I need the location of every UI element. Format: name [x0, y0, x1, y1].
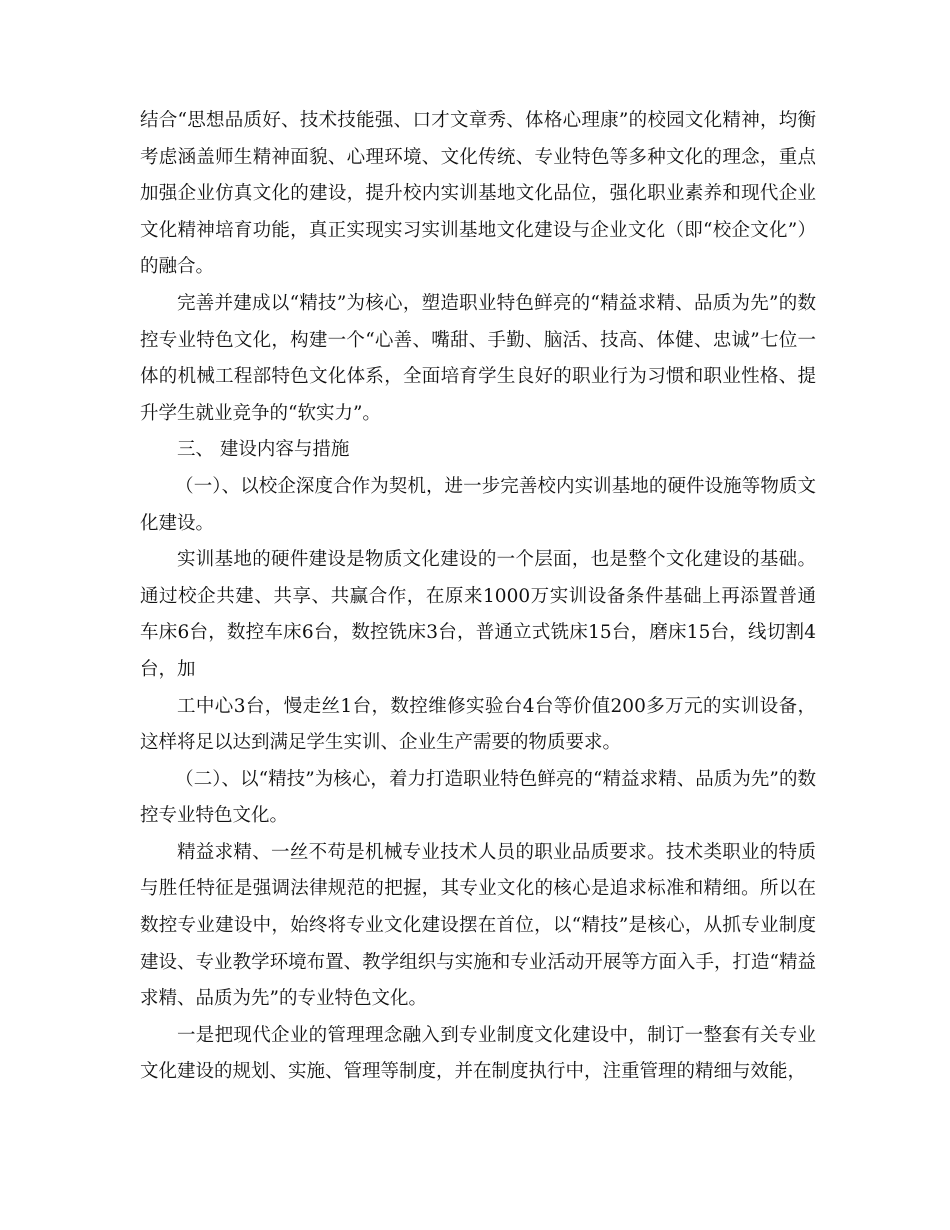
section-heading-content-measures: 三、 建设内容与措施: [177, 439, 350, 461]
paragraph-hardware-construction: 实训基地的硬件建设是物质文化建设的一个层面，也是整个文化建设的基础。通过校企共建、共享、共赢合作，在原来1000万实训设备条件基础上再添置普通车床6台，数控车床6台，数控铣床3台，普通立式铣床15台，磨床15台，线切割4台，加: [140, 549, 816, 680]
paragraph-precision-quality: 精益求精、一丝不苟是机械专业技术人员的职业品质要求。技术类职业的特质与胜任特征是强调法律规范的把握，其专业文化的核心是追求标准和精细。所以在数控专业建设中，始终将专业文化建设摆在首位，以“精技”是核心，从抓专业制度建设、专业教学环境布置、教学组织与实施和专业活动开展等方面入手，打造“精益求精、品质为先”的专业特色文化。: [140, 841, 816, 1010]
paragraph-specialty-culture: 完善并建成以“精技”为核心，塑造职业特色鲜亮的“精益求精、品质为先”的数控专业特色文化，构建一个“心善、嘴甜、手勤、脑活、技高、体健、忠诚”七位一体的机械工程部特色文化体系，全面培育学生良好的职业行为习惯和职业性格、提升学生就业竞争的“软实力”。: [140, 292, 816, 424]
subsection-heading-2: （二）、以“精技”为核心，着力打造职业特色鲜亮的“精益求精、品质为先”的数控专业特色文化。: [140, 768, 816, 827]
paragraph-equipment-continued: 工中心3台，慢走丝1台，数控维修实验台4台等价值200多万元的实训设备，这样将足以达到满足学生实训、企业生产需要的物质要求。: [140, 695, 816, 754]
paragraph-management-system: 一是把现代企业的管理理念融入到专业制度文化建设中，制订一整套有关专业文化建设的规划、实施、管理等制度，并在制度执行中，注重管理的精细与效能，: [140, 1024, 816, 1083]
subsection-heading-1: （一）、以校企深度合作为契机，进一步完善校内实训基地的硬件设施等物质文化建设。: [140, 475, 816, 534]
paragraph-campus-culture: 结合“思想品质好、技术技能强、口才文章秀、体格心理康”的校园文化精神，均衡考虑涵盖师生精神面貌、心理环境、文化传统、专业特色等多种文化的理念，重点加强企业仿真文化的建设，提升校内实训基地文化品位，强化职业素养和现代企业文化精神培育功能，真正实现实习实训基地文化建设与企业文化（即“校企文化”）的融合。: [140, 110, 816, 278]
document-body: [140, 103, 816, 1091]
